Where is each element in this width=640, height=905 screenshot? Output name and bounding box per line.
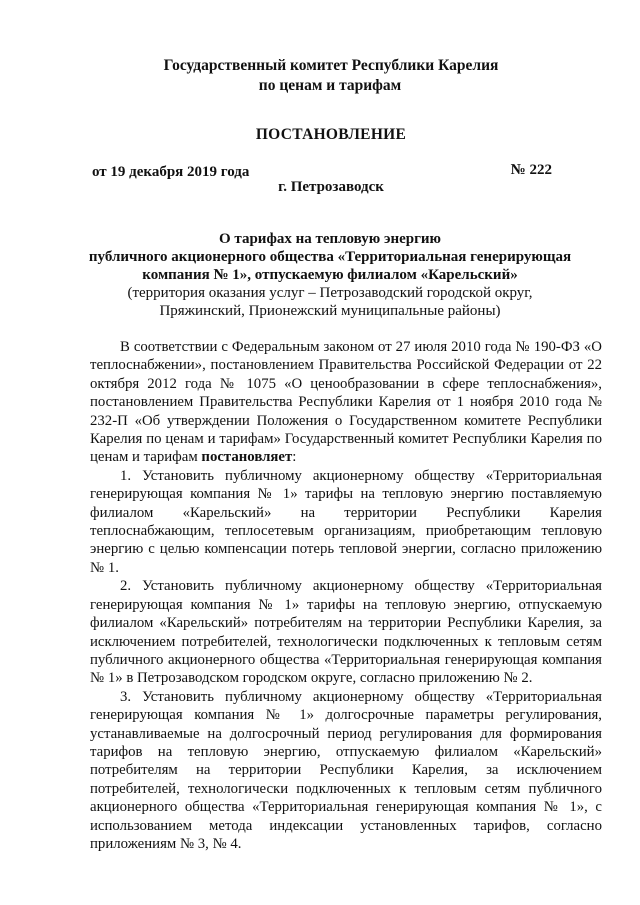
- subject-line-3: компания № 1», отпускаемую филиалом «Карельский»: [142, 267, 518, 283]
- preamble-paragraph: [90, 338, 602, 467]
- item-paragraph-3: 3. Установить публичному акционерному обществу «Территориальная генерирующая компания № 1» долгосрочные параметры регулирования, устанавливаемые на долгосрочный период регулирования для формирования тарифов на тепловую энергию, отпускаемую филиалом «Карельский» потребителям на территории Республики Карелия, за исключением потребителей, технологически подключенных к тепловым сетям публичного акционерного общества «Территориальная генерирующая компания № 1», с использованием метода индексации установленных тарифов, согласно приложениям № 3, № 4.: [90, 688, 602, 852]
- document-number: № 222: [510, 162, 552, 178]
- resolves-colon: :: [292, 449, 297, 466]
- item-paragraph-1: 1. Установить публичному акционерному обществу «Территориальная генерирующая компания № 1» тарифы на тепловую энергию поставляемую филиалом «Карельский» на территории Республики Карелия теплоснабжающим, теплосетевым организациям, приобретающим тепловую энергию с целью компенсации потерь тепловой энергии, согласно приложению № 1.: [90, 467, 602, 576]
- resolves-word: постановляет: [201, 449, 293, 466]
- subject-line-5: Пряжинский, Прионежский муниципальные районы): [159, 303, 501, 319]
- document-body: [90, 338, 602, 853]
- issuer-name-line1: Государственный комитет Республики Карелия: [163, 57, 499, 74]
- document-type-title: ПОСТАНОВЛЕНИЕ: [255, 126, 407, 143]
- issuer-header: [0, 56, 640, 96]
- issuer-name-line2: по ценам и тарифам: [258, 77, 402, 94]
- document-date: от 19 декабря 2019 года: [92, 164, 250, 180]
- preamble-text: В соответствии с Федеральным законом от 27 июля 2010 года № 190-ФЗ «О теплоснабжении», постановлением Правительства Российской Федерации от 22 октября 2012 года № 1075 «О ценообразовании в сфере теплоснабжения», постановлением Правительства Республики Карелия от 1 ноября 2010 года № 232-П «Об утверждении Положения о Государственном комитете Республики Карелия по ценам и тарифам» Государственный комитет Республики Карелия по ценам и тарифам: [90, 339, 602, 466]
- subject-line-2: публичного акционерного общества «Территориальная генерирующая: [88, 249, 572, 265]
- document-subject: [60, 230, 600, 320]
- subject-line-1: О тарифах на тепловую энергию: [218, 231, 442, 247]
- item-paragraph-2: 2. Установить публичному акционерному обществу «Территориальная генерирующая компания № 1» тарифы на тепловую энергию, отпускаемую филиалом «Карельский» потребителям на территории Республики Карелия, за исключением потребителей, технологически подключенных к тепловым сетям публичного акционерного общества «Территориальная генерирующая компания № 1» в Петрозаводском городском округе, согласно приложению № 2.: [90, 578, 602, 687]
- document-city: г. Петрозаводск: [278, 179, 384, 195]
- subject-line-4: (территория оказания услуг – Петрозаводский городской округ,: [127, 285, 533, 301]
